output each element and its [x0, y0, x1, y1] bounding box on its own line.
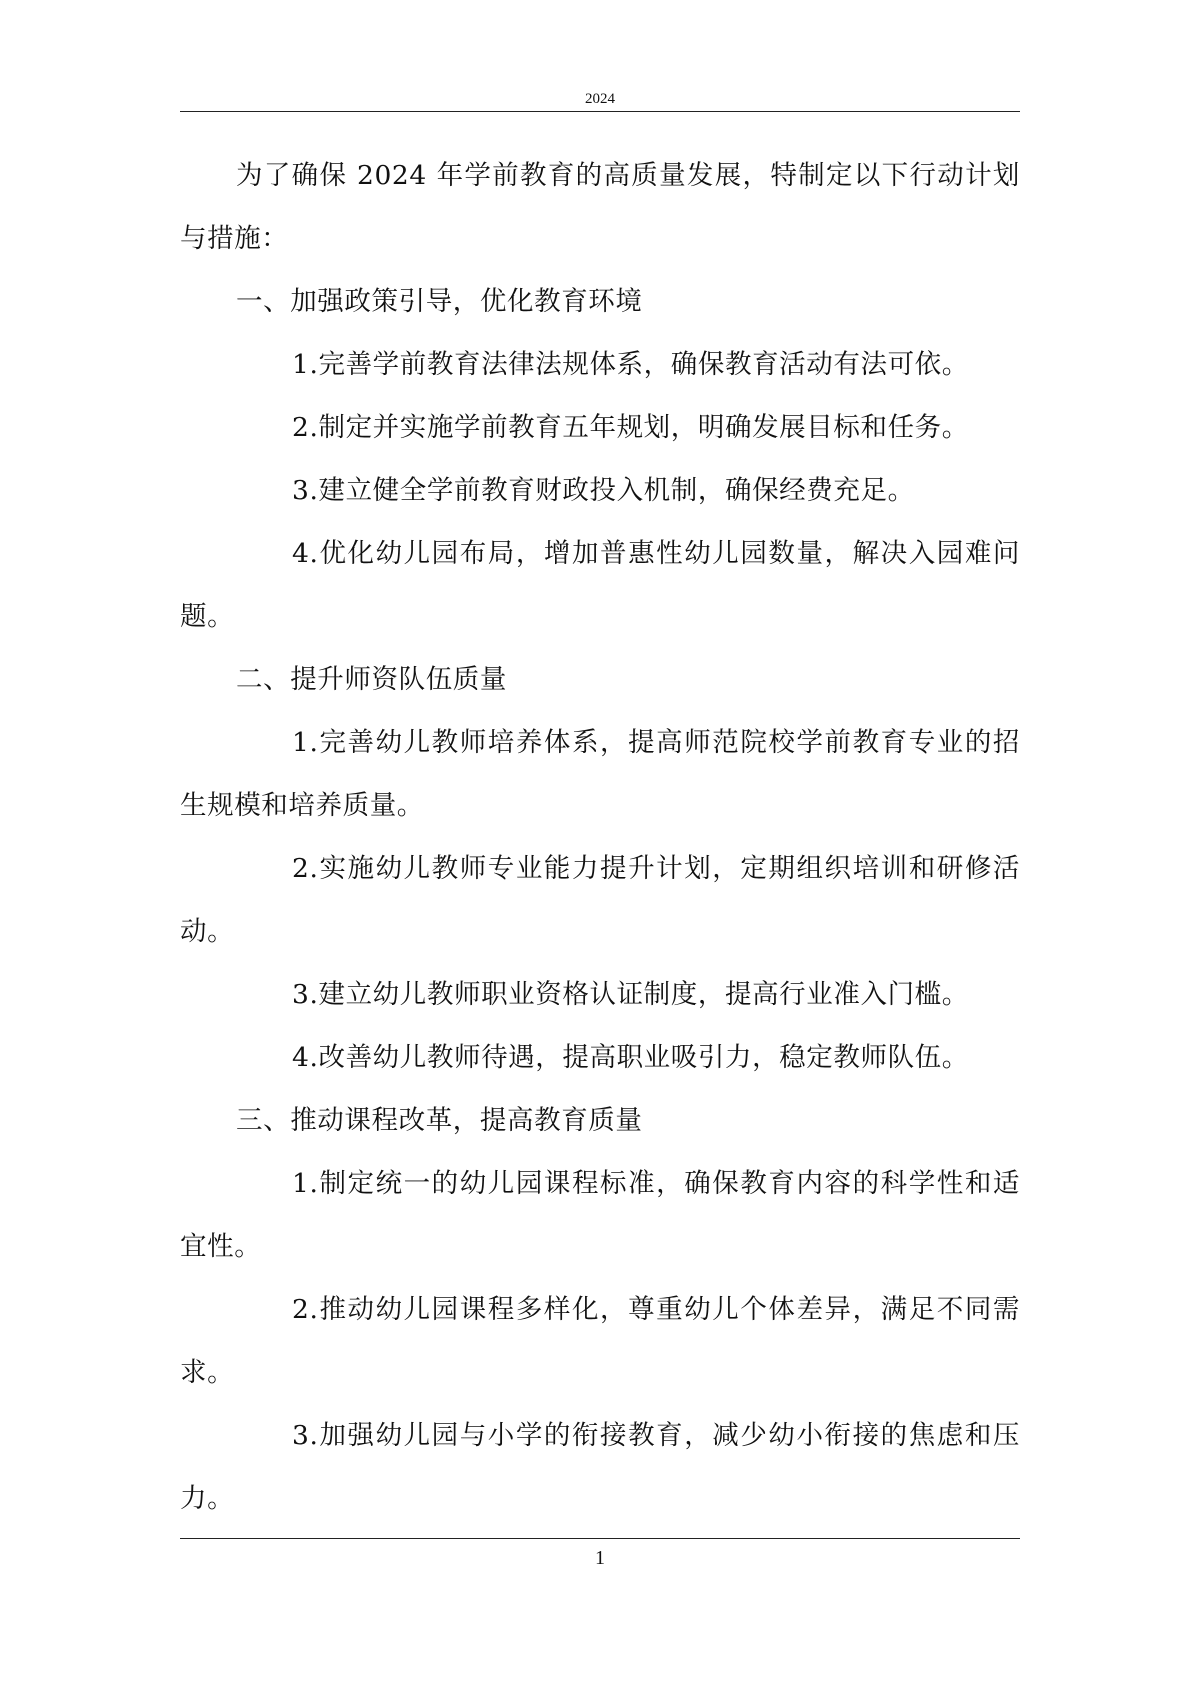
- header-divider: [180, 111, 1020, 112]
- document-body: [180, 144, 1020, 1530]
- section-2-item-4: 4.改善幼儿教师待遇，提高职业吸引力，稳定教师队伍。: [292, 1042, 969, 1073]
- section-2-item-3: 3.建立幼儿教师职业资格认证制度，提高行业准入门槛。: [292, 979, 969, 1010]
- header-year: 2024: [585, 91, 615, 107]
- section-heading-3: 三、推动课程改革，提高教育质量: [236, 1105, 643, 1136]
- page-header: [180, 90, 1020, 112]
- intro-paragraph: 为了确保 2024 年学前教育的高质量发展，特制定以下行动计划与措施：: [180, 160, 1020, 254]
- section-2-item-2: 2.实施幼儿教师专业能力提升计划，定期组织培训和研修活动。: [180, 853, 1020, 947]
- section-heading-2: 二、提升师资队伍质量: [236, 664, 507, 695]
- footer-divider: [180, 1538, 1020, 1539]
- section-1-item-2: 2.制定并实施学前教育五年规划，明确发展目标和任务。: [292, 412, 969, 443]
- section-1-item-4: 4.优化幼儿园布局，增加普惠性幼儿园数量，解决入园难问题。: [180, 538, 1020, 632]
- section-1-item-1: 1.完善学前教育法律法规体系，确保教育活动有法可依。: [292, 349, 969, 380]
- section-3-item-3: 3.加强幼儿园与小学的衔接教育，减少幼小衔接的焦虑和压力。: [180, 1420, 1020, 1514]
- page-number: 1: [595, 1547, 605, 1569]
- section-3-item-2: 2.推动幼儿园课程多样化，尊重幼儿个体差异，满足不同需求。: [180, 1294, 1020, 1388]
- section-1-item-3: 3.建立健全学前教育财政投入机制，确保经费充足。: [292, 475, 915, 506]
- section-2-item-1: 1.完善幼儿教师培养体系，提高师范院校学前教育专业的招生规模和培养质量。: [180, 727, 1020, 821]
- section-3-item-1: 1.制定统一的幼儿园课程标准，确保教育内容的科学性和适宜性。: [180, 1168, 1020, 1262]
- section-heading-1: 一、加强政策引导，优化教育环境: [236, 286, 643, 317]
